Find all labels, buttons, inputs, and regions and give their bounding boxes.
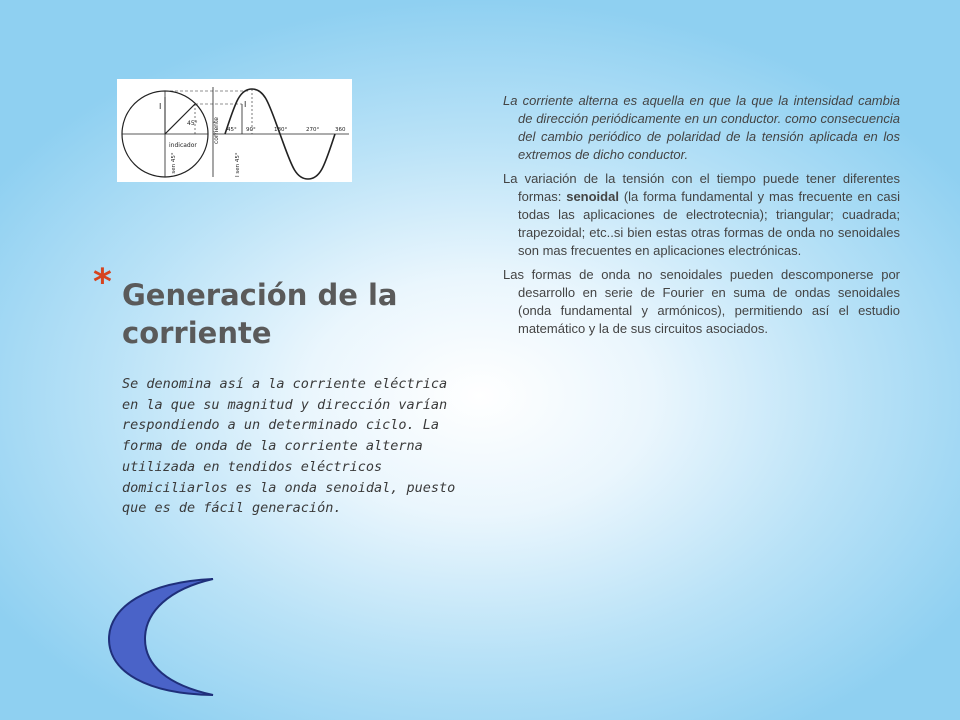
tick-360: 360	[335, 127, 346, 133]
sine-wave-illustration	[117, 79, 352, 182]
paragraph-definition: La corriente alterna es aquella en que la que la intensidad cambia de dirección periódicamente en un conductor. como consecuencia del cambio periódico de polaridad de la tensión aplicada en los extremos de dicho conductor.	[503, 93, 900, 162]
intro-text: Se denomina así a la corriente eléctrica en la que su magnitud y dirección varían respondiendo a un determinado ciclo. La forma de onda de la corriente alterna utilizada en tendidos eléctricos domiciliarlos es la onda senoidal, puesto que es de fácil generación.	[122, 376, 456, 517]
crescent-moon-shape	[107, 577, 217, 697]
paragraph-waveforms-bold: senoidal	[566, 189, 619, 204]
right-text-block	[503, 92, 900, 344]
corriente-label: corriente	[213, 116, 220, 144]
paragraph-waveforms-end: (la forma fundamental y mas frecuente en casi todas las aplicaciones de electrotecnia); triangular; cuadrada; trapezoidal; etc..si bien estas otras formas de onda no senoidales son mas frecuentes en aplicaciones electrónicas.	[518, 189, 900, 258]
paragraph-fourier: Las formas de onda no senoidales pueden descomponerse por desarrollo en serie de Fourier en suma de ondas senoidales (onda fundamental y armónicos), permitiendo así el estudio matemático y la de sus circuitos asociados.	[503, 267, 900, 336]
paragraph-waveforms	[503, 170, 900, 260]
isin-label-left: I sen 45°	[171, 152, 177, 177]
tick-180: 180°	[274, 127, 288, 133]
current-i2-label: I	[244, 100, 247, 109]
tick-90: 90°	[246, 127, 256, 133]
slide-title: Generación de la corriente	[122, 278, 398, 350]
paragraph-waveforms-start: La variación de la tensión con el tiempo puede tener diferentes formas:	[503, 171, 900, 204]
isin-label-right: I sen 45°	[235, 152, 241, 177]
sine-wave-diagram	[117, 79, 352, 182]
tick-270: 270°	[306, 127, 320, 133]
angle-label: 45°	[187, 120, 198, 127]
current-i-label: I	[159, 102, 162, 111]
indicador-label: indicador	[169, 142, 197, 149]
title-bullet: *	[93, 262, 112, 303]
tick-45: 45°	[227, 127, 237, 133]
